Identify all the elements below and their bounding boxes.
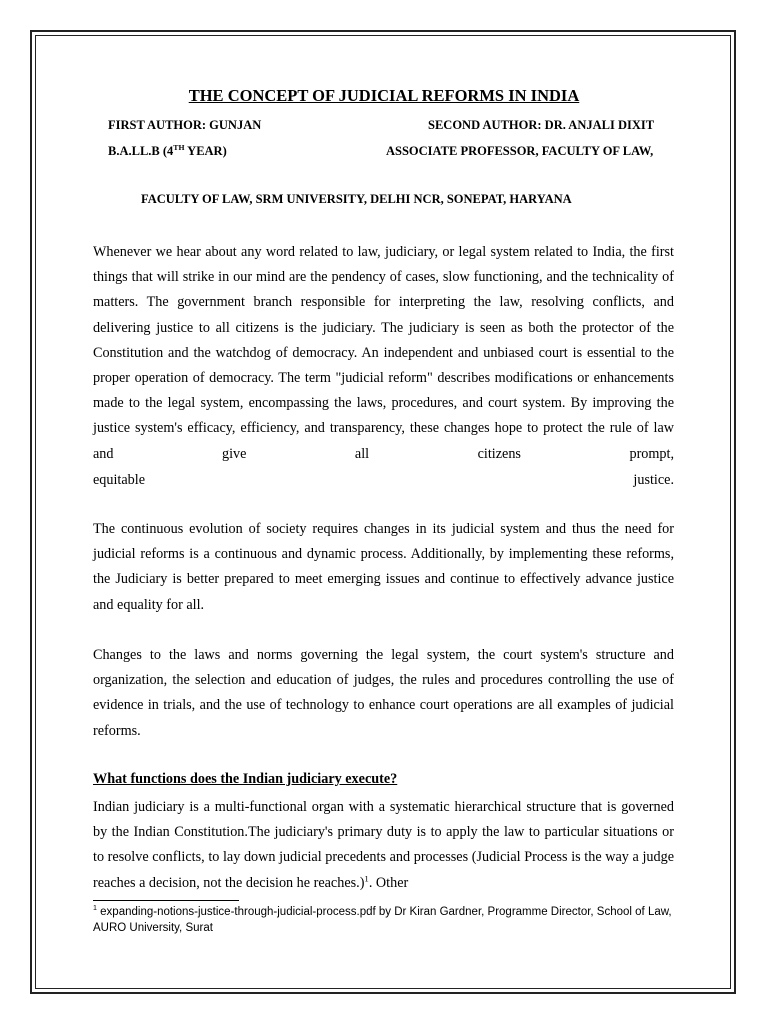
paragraph-functions-continuation: . Other (368, 874, 409, 891)
degree-suffix: YEAR) (184, 144, 227, 158)
document-title: THE CONCEPT OF JUDICIAL REFORMS IN INDIA (188, 86, 580, 105)
paragraph-intro: Whenever we hear about any word related to law, judiciary, or legal system related to India, the first things that will strike in our mind are the pendency of cases, slow functioning, and the technicality of matters. The government branch responsible for interpreting the law, resolving conflicts, and delivering justice to all citizens is the judiciary. The judiciary is seen as both the protector of the Constitution and the watchdog of democracy. An independent and unbiased court is essential to the proper operation of democracy. The term "judicial reform" describes modifications or enhancements made to the legal system, encompassing the laws, procedures, and court system. By improving the justice system's efficacy, efficiency, and transparency, these changes hope to protect the rule of law and give all citizens prompt, (93, 244, 674, 462)
paragraph-evolution: The continuous evolution of society requires changes in its judicial system and thus the need for judicial reforms is a continuous and dynamic process. Additionally, by implementing these reforms, the Judiciary is better prepared to meet emerging issues and continue to effectively advance justice and equality for all. (93, 521, 674, 613)
paragraph-intro-tail: equitable justice. (93, 472, 674, 488)
first-author-degree (108, 144, 227, 159)
paragraph-functions (93, 795, 674, 896)
paragraph-functions-text: Indian judiciary is a multi-functional organ with a systematic hierarchical structure that is governed by the Indian Constitution.The judiciary's primary duty is to apply the law to particular situations or to resolve conflicts, to lay down judicial precedents and processes (Judicial Process is the way a judge reaches a decision, not the decision he reaches.) (93, 799, 674, 891)
footnote-separator (93, 900, 239, 901)
footnote-number: 1 (93, 904, 97, 913)
affiliation: FACULTY OF LAW, SRM UNIVERSITY, DELHI NCR, SONEPAT, HARYANA (141, 192, 572, 206)
first-author: FIRST AUTHOR: GUNJAN (108, 118, 262, 132)
paragraph-changes: Changes to the laws and norms governing the legal system, the court system's structure and organization, the selection and education of judges, the rules and procedures controlling the use of evidence in trials, and the use of technology to enhance court operations are all examples of judicial reforms. (93, 647, 674, 739)
degree-superscript: TH (173, 142, 185, 152)
second-author-position: ASSOCIATE PROFESSOR, FACULTY OF LAW, (386, 144, 654, 158)
section-heading-functions: What functions does the Indian judiciary execute? (93, 771, 398, 787)
degree-prefix: B.A.LL.B (4 (108, 144, 174, 158)
footnote (93, 905, 683, 936)
second-author: SECOND AUTHOR: DR. ANJALI DIXIT (428, 118, 655, 132)
footnote-text: expanding-notions-justice-through-judicial-process.pdf by Dr Kiran Gardner, Programme Director, School of Law, AURO University, Surat (93, 906, 672, 934)
footnote-reference[interactable]: 1 (364, 872, 369, 883)
